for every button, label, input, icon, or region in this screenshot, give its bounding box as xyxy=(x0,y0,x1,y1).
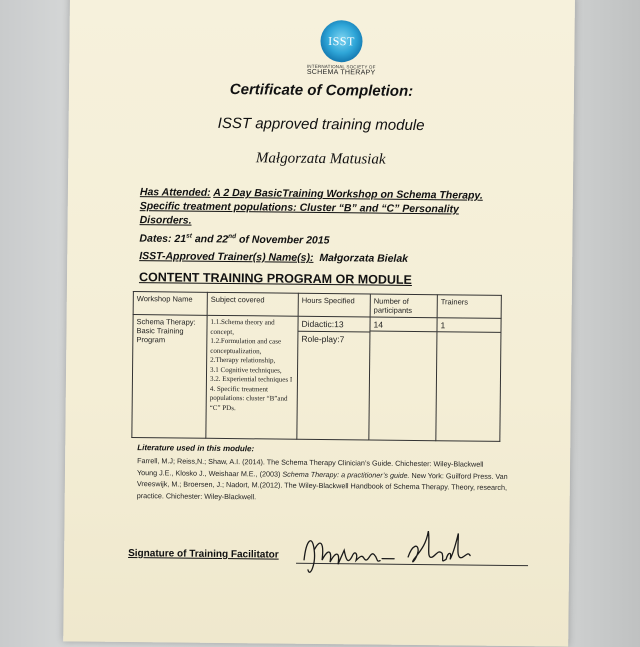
signature-label: Signature of Training Facilitator xyxy=(128,547,279,561)
logo-acronym: ISST xyxy=(328,33,355,48)
subject-line: 4. Specific treatment populations: cluster “B”and “C” PDs. xyxy=(209,384,288,412)
trainer-line xyxy=(139,250,408,265)
attended-label: Has Attended: xyxy=(139,186,211,199)
cell-hours xyxy=(297,316,370,440)
isst-logo-circle xyxy=(320,20,362,62)
hours-roleplay: Role-play:7 xyxy=(301,333,345,345)
dates-rest: of November 2015 xyxy=(238,233,330,247)
header-hours: Hours Specified xyxy=(298,293,370,317)
certificate-paper xyxy=(63,0,575,647)
isst-logo xyxy=(291,20,392,77)
date-sup-2: nd xyxy=(228,233,237,241)
date-sup-1: st xyxy=(186,232,192,240)
literature-entry-part: New York: Guilford Press. Van Vreeswijk, M.; Broersen, J.; Nadort, M.(2012). The Wiley-Blackwell Handbook of Schema Therapy. Theory, research, practice. Chichester: Wiley-Blackwell. xyxy=(136,470,508,501)
logo-line-2: SCHEMA THERAPY xyxy=(306,68,376,77)
cell-participants xyxy=(369,317,437,441)
header-trainers: Trainers xyxy=(437,295,501,319)
program-heading: CONTENT TRAINING PROGRAM OR MODULE xyxy=(138,270,413,287)
header-participants: Number of participants xyxy=(370,294,437,318)
logo-line-1: INTERNATIONAL SOCIETY OF xyxy=(306,63,376,70)
literature-list xyxy=(137,455,512,505)
subject-line: 1.2.Formulation and case conceptualization, xyxy=(210,336,282,355)
attended-text: A 2 Day BasicTraining Workshop on Schema Therapy. Specific treatment populations: Cluster “B” and “C” Personality Disorders. xyxy=(139,186,483,227)
certificate-title: Certificate of Completion: xyxy=(229,81,414,100)
participants-value: 14 xyxy=(370,318,436,333)
cell-workshop: Schema Therapy: Basic Training Program xyxy=(132,315,207,439)
recipient-name: Małgorzata Matusiak xyxy=(255,150,386,168)
date-day-1: 21 xyxy=(174,232,187,246)
literature-entry-part: Young J.E., Klosko J., Weishaar M.E., (2003) xyxy=(136,467,283,479)
subject-line: 3.2. Experiential techniques I xyxy=(209,374,293,384)
dates-line xyxy=(139,232,329,246)
handwritten-signature xyxy=(298,520,499,582)
table-row xyxy=(132,315,501,442)
hours-didactic: Didactic:13 xyxy=(298,317,369,333)
cell-subject xyxy=(206,315,298,439)
literature-entry-book: Schema Therapy: a practitioner’s guide. xyxy=(282,469,410,480)
attended-statement xyxy=(140,185,500,231)
certificate-subtitle: ISST approved training module xyxy=(217,114,425,135)
header-subject: Subject covered xyxy=(207,292,298,316)
literature-title: Literature used in this module: xyxy=(137,443,255,454)
header-workshop: Workshop Name xyxy=(133,292,207,316)
dates-label: Dates: xyxy=(139,232,172,245)
trainer-label: ISST-Approved Trainer(s) Name(s): xyxy=(139,250,314,264)
trainer-name: Małgorzata Bielak xyxy=(319,251,409,265)
literature-entry: Farrell, M.J; Reiss,N.; Shaw, A.I. (2014). The Schema Therapy Clinician’s Guide. Chichester: Wiley-Blackwell xyxy=(137,456,484,469)
program-table xyxy=(131,291,502,442)
date-day-2: 22 xyxy=(216,233,229,246)
trainers-value: 1 xyxy=(437,318,500,333)
subject-line: 3.1 Cognitive techniques, xyxy=(210,365,282,375)
literature-entry xyxy=(137,467,512,505)
subject-line: 1.1.Schema theory and concept, xyxy=(210,317,275,336)
dates-and: and xyxy=(194,233,214,246)
subject-line: 2.Therapy relationship, xyxy=(210,355,276,365)
cell-trainers xyxy=(436,318,501,442)
